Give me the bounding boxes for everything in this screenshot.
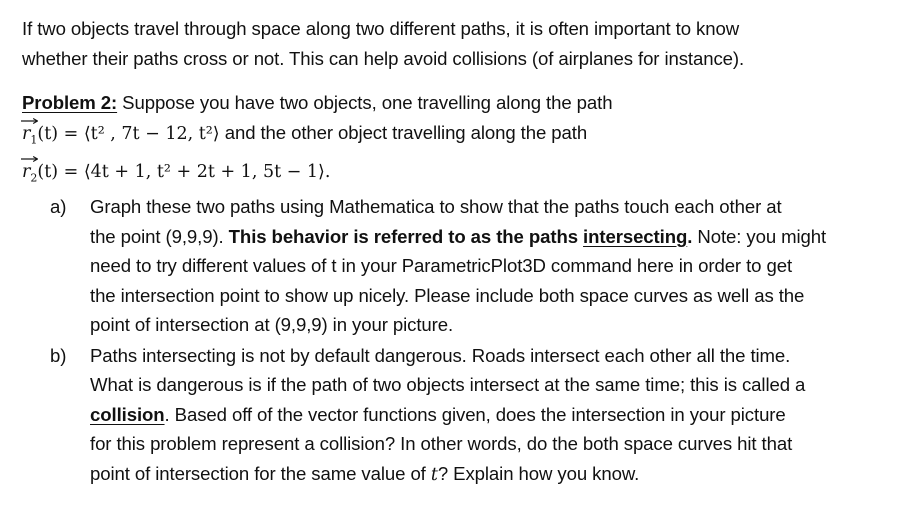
part-b-line-1: Paths intersecting is not by default dangerous. Roads intersect each other all the time. (90, 344, 791, 366)
question-part-b (50, 341, 902, 491)
problem-line-3 (22, 156, 902, 194)
r1-expression: (t) = ⟨t² , 7t − 12, t²⟩ (37, 124, 220, 144)
intro-line-1: If two objects travel through space along two different paths, it is often important to know (22, 18, 740, 39)
r1-vector-function (22, 124, 220, 147)
question-part-a (50, 192, 902, 340)
collision-term: collision (90, 403, 165, 425)
part-b-line-2: What is dangerous is if the path of two objects intersect at the same time; this is called a (90, 374, 806, 395)
part-a-line-4: the intersection point to show up nicely. Please include both space curves as well as the (90, 284, 805, 306)
problem-line-2 (22, 118, 902, 156)
part-a-line-1: Graph these two paths using Mathematica to show that the paths touch each other at (90, 196, 782, 217)
vector-arrow-icon (21, 155, 38, 163)
r2-vector-function (22, 162, 330, 182)
r2-vector-symbol: $r_2$ (22, 157, 37, 194)
intro-paragraph (22, 14, 902, 74)
part-a-line-5: point of intersection at (9,9,9) in your picture. (90, 314, 454, 335)
part-a-line-2: the point (9,9,9). This behavior is referred to as the paths intersecting. Note: you might (90, 225, 827, 247)
problem-intro-text: Suppose you have two objects, one travelling along the path (117, 92, 613, 113)
part-b-marker: b) (50, 344, 67, 366)
intro-line-2: whether their paths cross or not. This can help avoid collisions (of airplanes for instance). (22, 48, 745, 69)
r1-vector-symbol: $r_1$ (22, 119, 37, 156)
problem-line-1 (22, 88, 902, 118)
part-a-line-3: need to try different values of t in your ParametricPlot3D command here in order to get (90, 255, 793, 276)
part-a-marker: a) (50, 196, 67, 217)
r2-expression: (t) = ⟨4t + 1, t² + 2t + 1, 5t − 1⟩. (37, 161, 331, 182)
problem-statement (22, 88, 902, 193)
part-b-line-3: collision. Based off of the vector functions given, does the intersection in your picture (90, 403, 786, 425)
vector-arrow-icon (21, 117, 38, 125)
problem-heading: Problem 2: (22, 92, 118, 113)
intersecting-term: intersecting (583, 225, 688, 247)
problem-second-text: and the other object travelling along the path (219, 122, 588, 143)
part-b-line-4: for this problem represent a collision? In other words, do the both space curves hit that (90, 433, 793, 454)
question-list (50, 192, 902, 490)
part-b-line-5: point of intersection for the same value of t? Explain how you know. (90, 462, 640, 485)
